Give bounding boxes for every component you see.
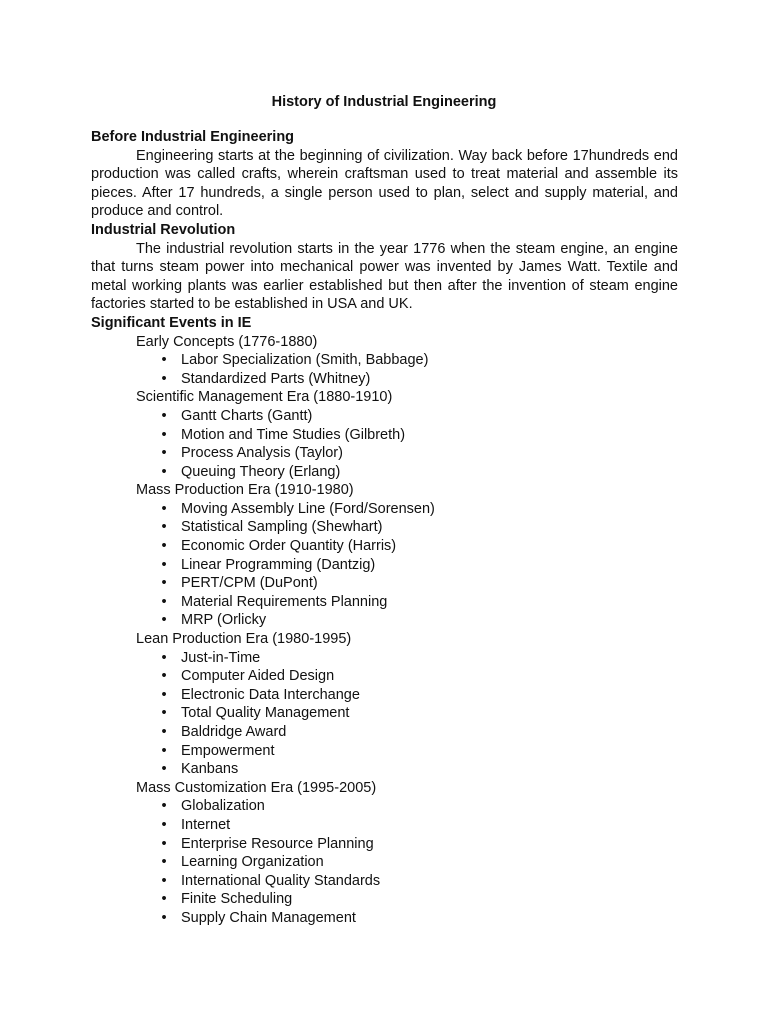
list-item [136,686,678,705]
list-item-text: Supply Chain Management [181,909,356,926]
list-item [136,444,678,463]
list-item [136,723,678,742]
era-block [91,481,678,630]
list-item [136,760,678,779]
bullet-icon: • [161,612,167,629]
bullet-icon: • [161,445,167,462]
bullet-icon: • [161,742,167,759]
bullet-icon: • [161,370,167,387]
list-item-text: Globalization [181,798,265,815]
era-title: Early Concepts (1776-1880) [136,333,318,350]
document-body [91,128,678,928]
bullet-icon: • [161,500,167,517]
list-item [136,742,678,761]
bullet-icon: • [161,798,167,815]
bullet-icon: • [161,872,167,889]
bullet-list [136,500,678,630]
list-item-text: Queuing Theory (Erlang) [181,463,341,480]
list-item [136,370,678,389]
list-item-text: Linear Programming (Dantzig) [181,556,376,573]
bullet-icon: • [161,686,167,703]
list-item [136,593,678,612]
list-item-text: Material Requirements Planning [181,593,388,610]
list-item-text: Internet [181,816,231,833]
era-block [91,630,678,779]
list-item [136,797,678,816]
bullet-icon: • [161,761,167,778]
list-item-text: Finite Scheduling [181,891,293,908]
list-item-text: Empowerment [181,742,275,759]
era-block [91,388,678,481]
list-item-text: Electronic Data Interchange [181,686,360,703]
section-before-ie [91,128,678,221]
bullet-icon: • [161,519,167,536]
era-title: Mass Production Era (1910-1980) [136,482,354,499]
list-item [136,463,678,482]
list-item-text: Computer Aided Design [181,668,335,685]
bullet-icon: • [161,816,167,833]
bullet-icon: • [161,575,167,592]
list-item [136,426,678,445]
bullet-icon: • [161,909,167,926]
list-item [136,835,678,854]
list-item [136,909,678,928]
list-item [136,649,678,668]
list-item-text: PERT/CPM (DuPont) [181,575,318,592]
bullet-list [136,649,678,779]
list-item [136,611,678,630]
list-item [136,537,678,556]
list-item-text: Motion and Time Studies (Gilbreth) [181,426,406,443]
bullet-icon: • [161,538,167,555]
era-block [91,333,678,389]
list-item-text: MRP (Orlicky [181,612,267,629]
era-title: Mass Customization Era (1995-2005) [136,779,377,796]
bullet-list [136,407,678,481]
bullet-icon: • [161,724,167,740]
list-item-text: International Quality Standards [181,872,381,889]
list-item-text: Just-in-Time [181,649,261,666]
bullet-icon: • [161,668,167,685]
bullet-icon: • [161,556,167,573]
list-item [136,407,678,426]
section-paragraph: Engineering starts at the beginning of civilization. Way back before 17hundreds end production was called crafts, wherein craftsman used to treat material and assemble its pieces. After 17 hundreds, a single person used to plan, select and supply material, and produce and control. [91,147,678,220]
eras-list [91,333,678,928]
list-item [136,704,678,723]
section-significant-events [91,314,678,928]
era-block [91,779,678,928]
list-item [136,556,678,575]
list-item [136,351,678,370]
list-item-text: Statistical Sampling (Shewhart) [181,519,383,536]
bullet-icon: • [161,705,167,722]
list-item-text: Labor Specialization (Smith, Babbage) [181,352,429,369]
bullet-icon: • [161,407,167,424]
list-item-text: Standardized Parts (Whitney) [181,370,371,387]
list-item [136,574,678,593]
list-item-text: Moving Assembly Line (Ford/Sorensen) [181,500,435,517]
section-industrial-revolution [91,221,678,314]
list-item-text: Gantt Charts (Gantt) [181,407,313,424]
list-item [136,890,678,909]
list-item-text: Total Quality Management [181,705,350,722]
bullet-list [136,351,678,388]
bullet-icon: • [161,649,167,666]
list-item-text: Enterprise Resource Planning [181,835,374,852]
bullet-icon: • [161,352,167,369]
section-paragraph: The industrial revolution starts in the year 1776 when the steam engine, an engine that turns steam power into mechanical power was invented by James Watt. Textile and metal working plants was earlier established but then after the invention of steam engine factories started to be established in USA and UK. [91,240,678,313]
section-heading: Before Industrial Engineering [91,129,295,145]
list-item [136,500,678,519]
list-item [136,667,678,686]
bullet-icon: • [161,593,167,610]
list-item-text: Economic Order Quantity (Harris) [181,538,397,555]
bullet-icon: • [161,891,167,908]
list-item-text: Learning Organization [181,854,324,871]
section-heading: Significant Events in IE [91,314,252,331]
bullet-icon: • [161,426,167,443]
bullet-icon: • [161,835,167,852]
section-heading: Industrial Revolution [91,221,236,238]
list-item-text: Baldridge Award [181,724,287,740]
list-item [136,853,678,872]
bullet-icon: • [161,463,167,480]
bullet-icon: • [161,854,167,871]
list-item [136,518,678,537]
document-title: History of Industrial Engineering [271,94,497,110]
list-item [136,872,678,891]
era-title: Lean Production Era (1980-1995) [136,631,352,648]
list-item-text: Process Analysis (Taylor) [181,445,343,462]
list-item-text: Kanbans [181,761,239,778]
era-title: Scientific Management Era (1880-1910) [136,389,393,406]
bullet-list [136,797,678,927]
list-item [136,816,678,835]
